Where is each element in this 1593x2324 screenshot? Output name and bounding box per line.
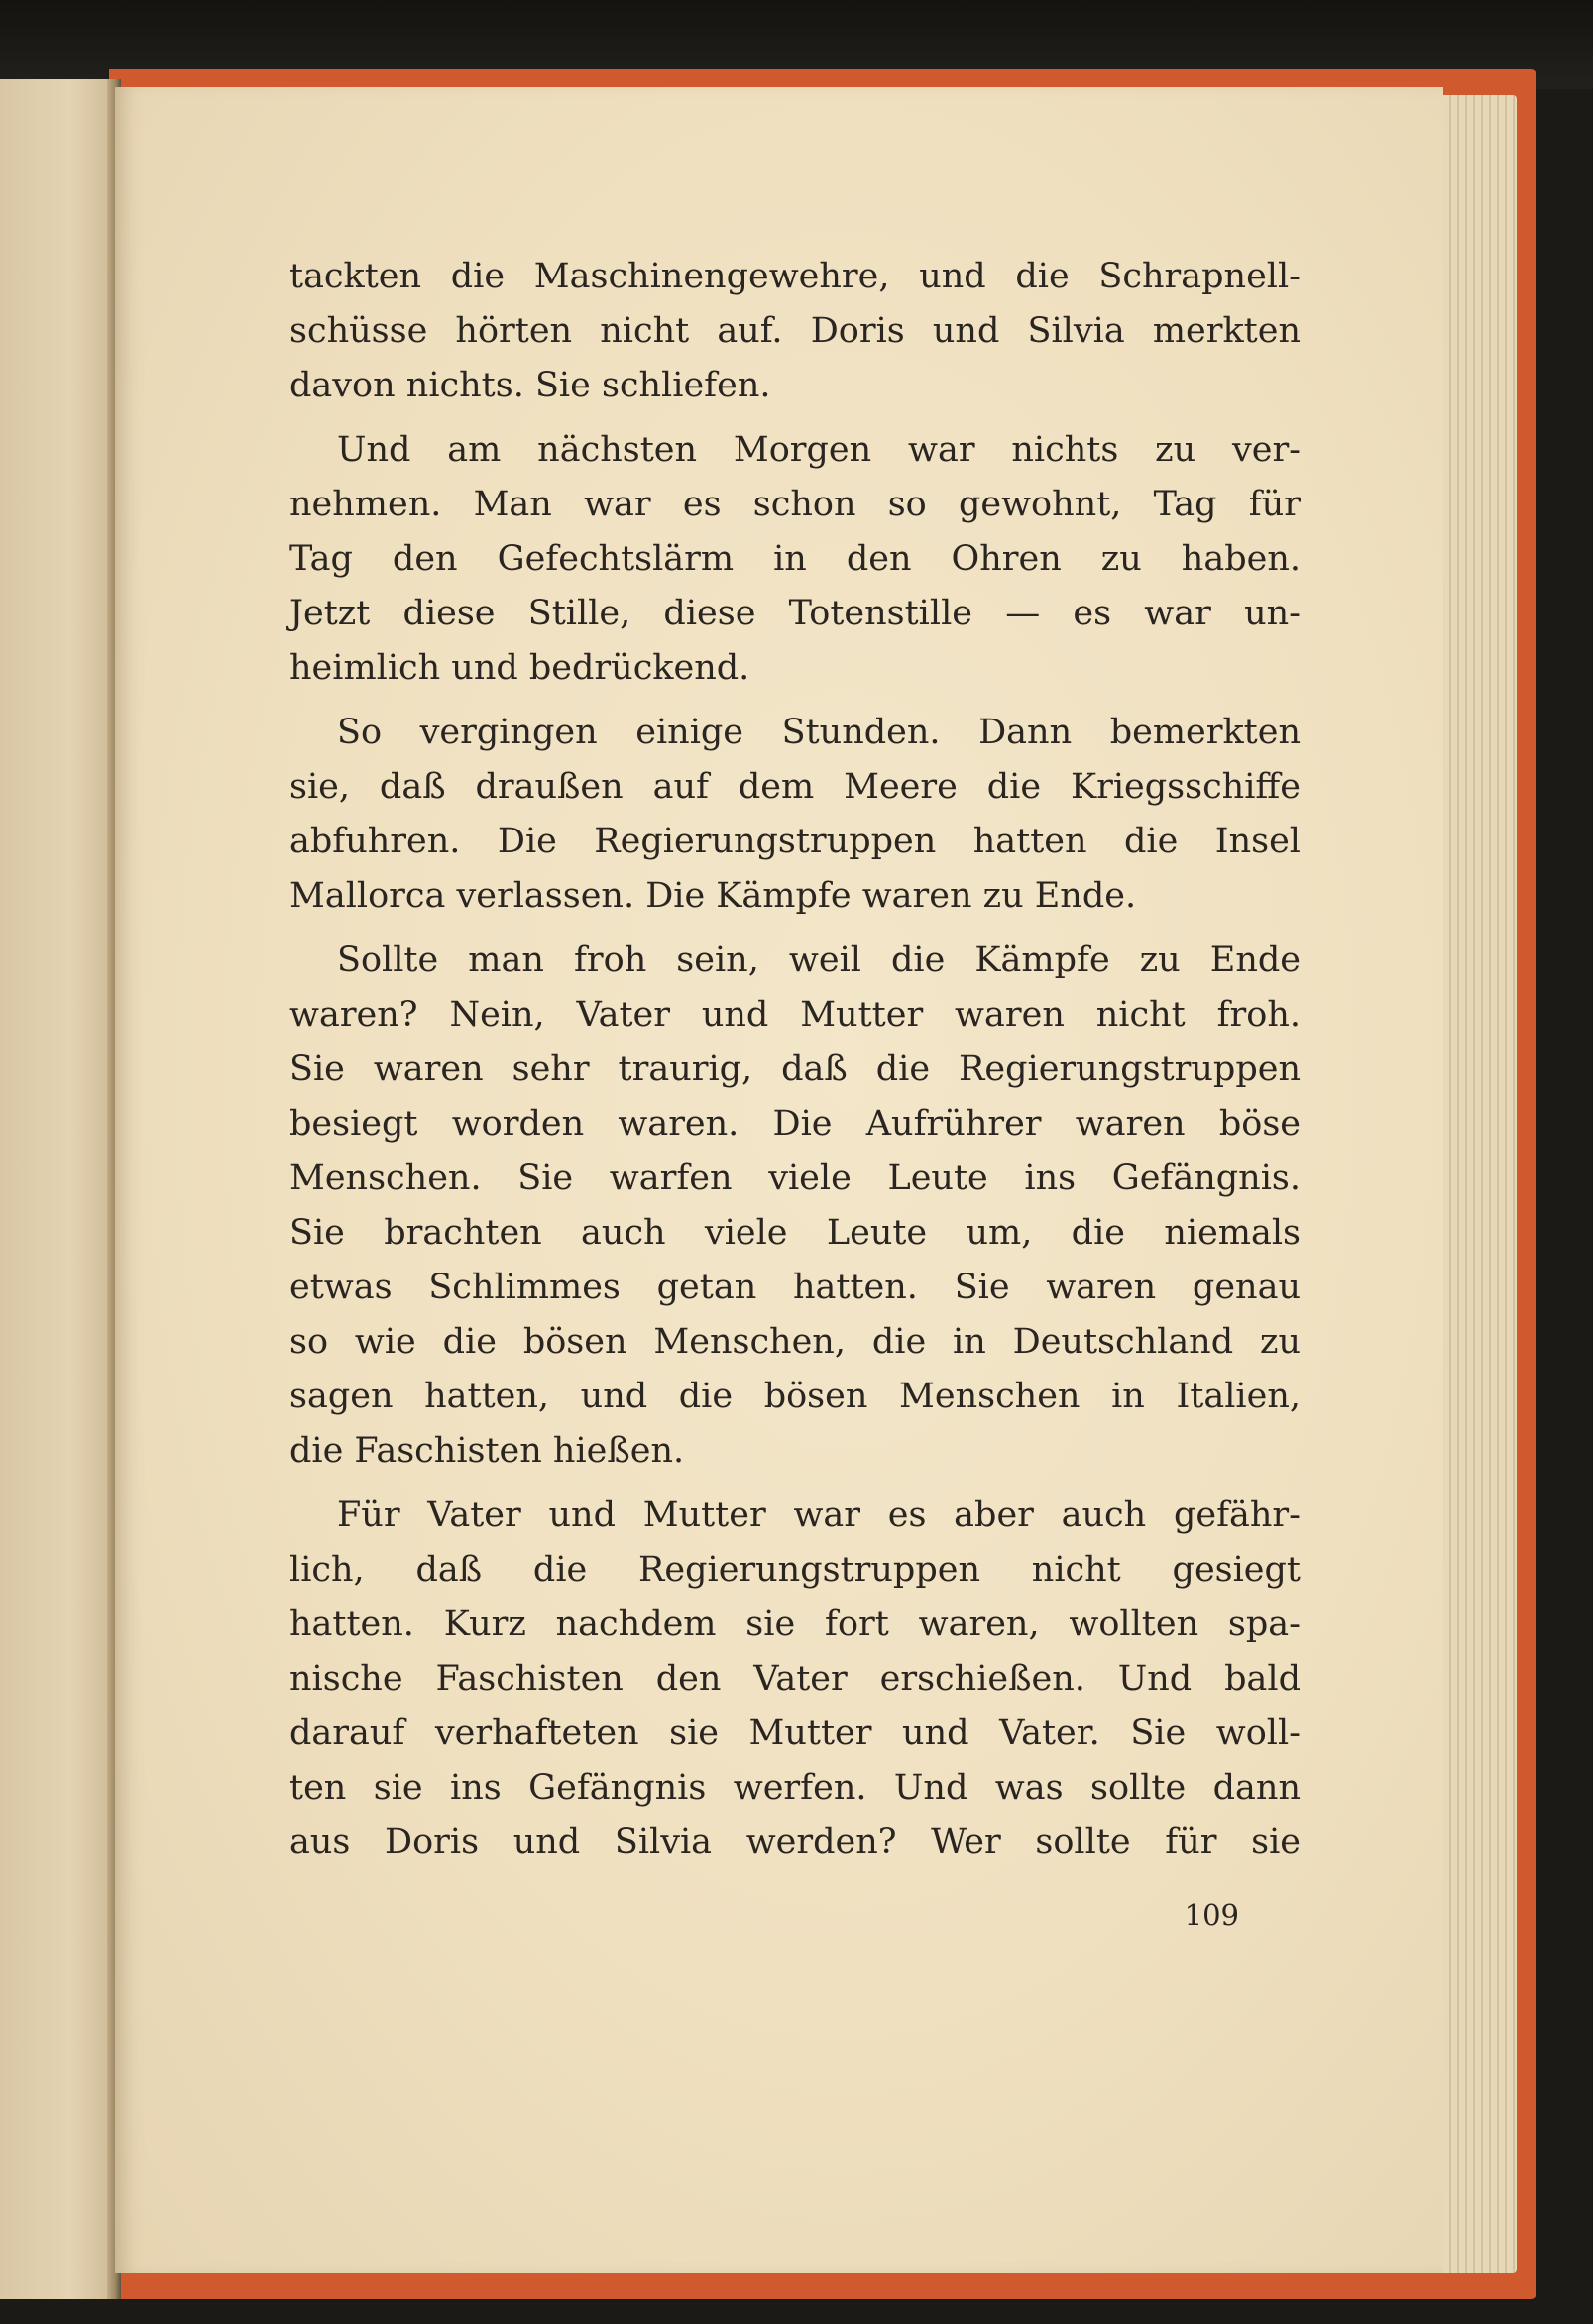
text-line: Sie brachten auch viele Leute um, die niemals: [289, 1213, 1301, 1253]
body-text: [289, 250, 1301, 1880]
text-line: Sie waren sehr traurig, daß die Regierungstruppen: [289, 1050, 1301, 1089]
text-line: so wie die bösen Menschen, die in Deutschland zu: [289, 1322, 1301, 1362]
text-line: Mallorca verlassen. Die Kämpfe waren zu Ende.: [289, 876, 1137, 916]
text-line: Menschen. Sie warfen viele Leute ins Gefängnis.: [289, 1159, 1301, 1198]
text-line: besiegt worden waren. Die Aufrührer waren böse: [289, 1104, 1301, 1144]
text-line: nehmen. Man war es schon so gewohnt, Tag für: [289, 485, 1301, 524]
text-line: sagen hatten, und die bösen Menschen in Italien,: [289, 1377, 1301, 1416]
text-line: abfuhren. Die Regierungstruppen hatten die Insel: [289, 822, 1301, 861]
paragraph: [289, 706, 1301, 924]
text-line: darauf verhafteten sie Mutter und Vater. Sie woll-: [289, 1714, 1301, 1753]
text-line: Für Vater und Mutter war es aber auch gefähr-: [337, 1495, 1301, 1535]
text-line: lich, daß die Regierungstruppen nicht gesiegt: [289, 1550, 1301, 1590]
page-number: 109: [1184, 1898, 1239, 1932]
paragraph: [289, 934, 1301, 1479]
text-line: Tag den Gefechtslärm in den Ohren zu haben.: [289, 539, 1301, 579]
left-facing-page: [0, 79, 117, 2299]
text-line: die Faschisten hießen.: [289, 1431, 685, 1471]
paragraph: [289, 423, 1301, 696]
text-line: Und am nächsten Morgen war nichts zu ver-: [337, 430, 1301, 470]
text-line: nische Faschisten den Vater erschießen. Und bald: [289, 1659, 1301, 1699]
text-line: waren? Nein, Vater und Mutter waren nicht froh.: [289, 995, 1301, 1035]
book-page: [115, 87, 1443, 2273]
paragraph: [289, 250, 1301, 413]
text-line: davon nichts. Sie schliefen.: [289, 366, 771, 405]
text-line: Jetzt diese Stille, diese Totenstille — es war un-: [289, 594, 1301, 633]
text-line: hatten. Kurz nachdem sie fort waren, wollten spa-: [289, 1605, 1301, 1644]
text-line: etwas Schlimmes getan hatten. Sie waren genau: [289, 1268, 1301, 1307]
text-line: So vergingen einige Stunden. Dann bemerkten: [337, 713, 1301, 752]
text-line: aus Doris und Silvia werden? Wer sollte für sie: [289, 1823, 1301, 1862]
text-line: ten sie ins Gefängnis werfen. Und was sollte dann: [289, 1768, 1301, 1808]
text-line: heimlich und bedrückend.: [289, 648, 750, 688]
text-line: tackten die Maschinengewehre, und die Schrapnell-: [289, 257, 1301, 296]
paragraph: [289, 1489, 1301, 1870]
text-line: schüsse hörten nicht auf. Doris und Silvia merkten: [289, 311, 1301, 351]
text-line: Sollte man froh sein, weil die Kämpfe zu Ende: [337, 941, 1301, 980]
text-line: sie, daß draußen auf dem Meere die Kriegsschiffe: [289, 767, 1301, 807]
